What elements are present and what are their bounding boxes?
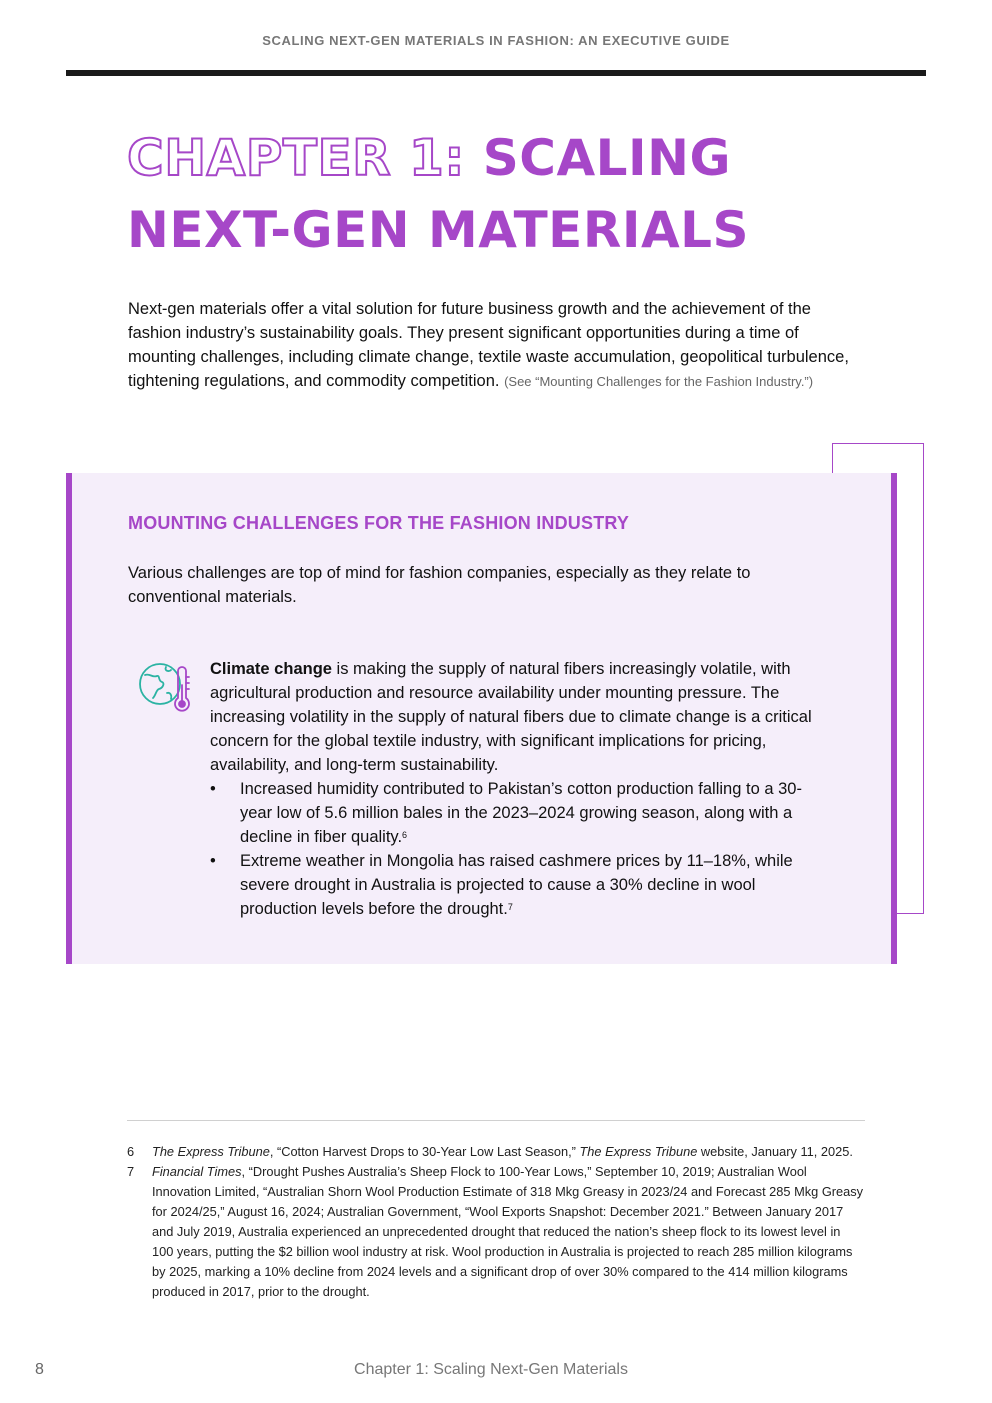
callout-heading: MOUNTING CHALLENGES FOR THE FASHION INDUSTRY [128,513,630,533]
climate-change-paragraph [210,657,825,777]
footnote-number: 6 [127,1144,135,1159]
footnotes [127,1142,865,1302]
footnote-source: Financial Times [152,1164,242,1179]
footnote-ref[interactable]: 6 [402,830,408,840]
footnote-source: The Express Tribune [579,1144,698,1159]
header-rule [66,70,926,76]
page-number: 8 [35,1361,44,1378]
challenge-term: Climate change [210,660,332,678]
intro-text: Next-gen materials offer a vital solution for future business growth and the achievement of the fashion industry’s sustainability goals. They present significant opportunities during a time of mounting challenges, including climate change, textile waste accumulation, geopolitical turbulence, tightening regulations, and commodity competition. [128,300,849,390]
footnote-divider [127,1120,865,1121]
challenges-callout [66,473,897,964]
intro-cross-reference: (See “Mounting Challenges for the Fashion Industry.”) [504,374,814,389]
footnote-ref[interactable]: 7 [507,902,513,912]
challenge-text: is making the supply of natural fibers increasingly volatile, with agricultural production and resource availability under mounting pressure. The increasing volatility in the supply of natural fibers due to climate change is a critical concern for the global textile industry, with significant implications for pricing, availability, and long-term sustainability. [210,660,812,774]
bullet-text: Extreme weather in Mongolia has raised cashmere prices by 11–18%, while severe drought in Australia is projected to cause a 30% decline in wool production levels before the drought. [240,852,793,918]
footer-chapter-name: Chapter 1: Scaling Next-Gen Materials [354,1361,628,1378]
chapter-title [127,122,887,266]
footnote-text: , “Drought Pushes Australia’s Sheep Flock to 100-Year Lows,” September 10, 2019; Australian Wool Innovation Limited, “Australian Shorn Wool Production Estimate of 318 Mkg Greasy in 2023/24 and Forecast 285 Mkg Greasy for 2024/25,” August 16, 2024; Australian Government, “Wool Exports Snapshot: December 2021.” Between January 2017 and July 2019, Australia experienced an unprecedented drought that reduced the nation’s sheep flock to its lowest level in 100 years, putting the $2 billion wool industry at risk. Wool production in Australia is projected to reach 285 million kilograms by 2025, marking a 10% decline from 2024 levels and a significant drop of over 30% compared to the 414 million kilograms produced in 2017, prior to the drought. [152,1164,864,1299]
running-header: SCALING NEXT-GEN MATERIALS IN FASHION: AN EXECUTIVE GUIDE [262,33,730,48]
intro-paragraph [128,297,863,394]
footnote-source: The Express Tribune [152,1144,270,1159]
callout-intro: Various challenges are top of mind for fashion companies, especially as they relate to conventional materials. [128,564,751,606]
footnote-6 [127,1142,865,1162]
footnote-text: , “Cotton Harvest Drops to 30-Year Low Last Season,” [269,1144,580,1159]
bullet-marker: • [210,780,216,798]
chapter-title-text: SCALING NEXT-GEN MATERIALS [127,129,750,259]
footnote-number: 7 [127,1164,135,1179]
bullet-marker: • [210,852,216,870]
chapter-label: CHAPTER 1: [127,129,465,187]
bullet-text: Increased humidity contributed to Pakistan’s cotton production falling to a 30-year low of 5.6 million bales in the 2023–2024 growing season, along with a decline in fiber quality. [240,780,802,846]
list-item [210,849,825,921]
list-item [210,777,825,849]
climate-bullets [210,777,825,921]
globe-thermometer-icon [136,659,194,717]
footnote-text: website, January 11, 2025. [697,1144,853,1159]
footnote-7 [127,1162,865,1302]
